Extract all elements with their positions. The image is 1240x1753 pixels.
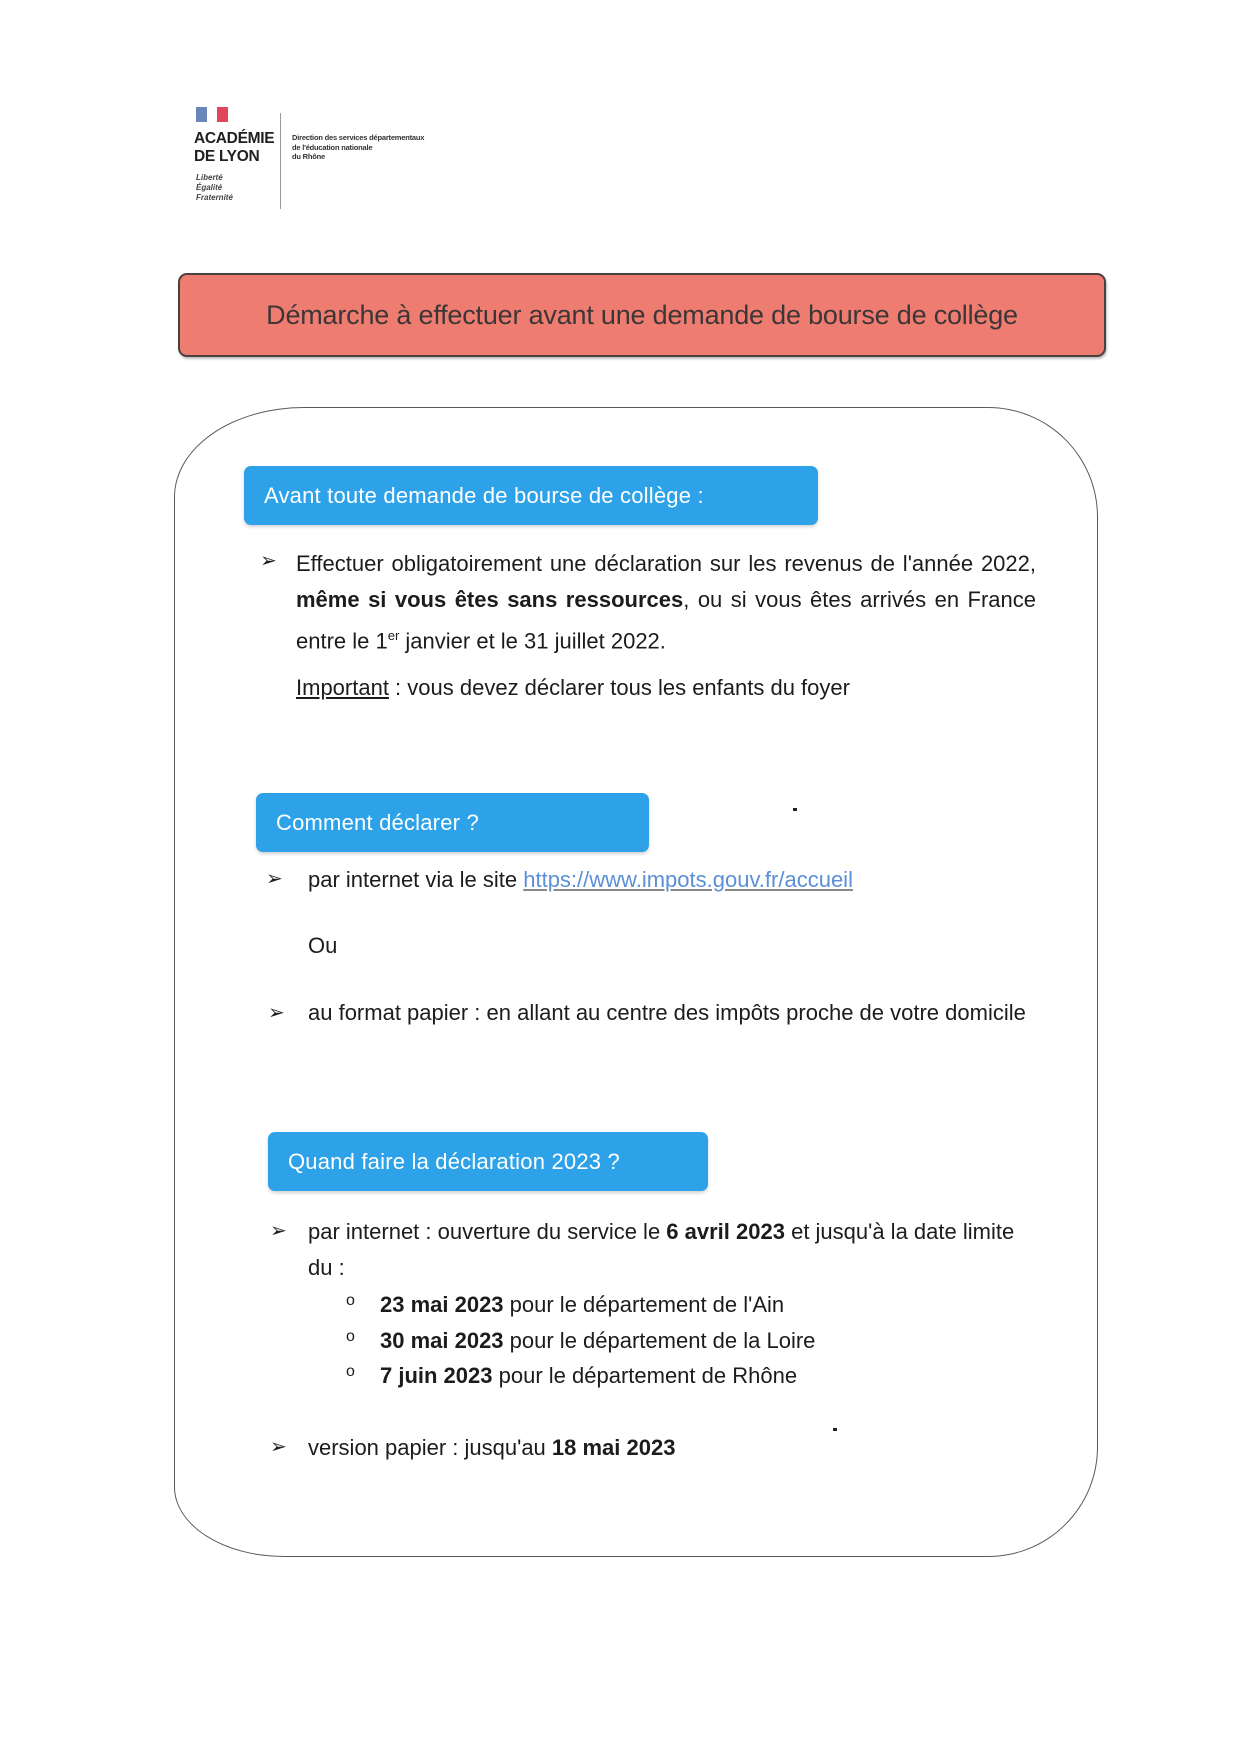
academy-name-line1: ACADÉMIE xyxy=(194,130,275,147)
direction-line: de l'éducation nationale xyxy=(292,142,373,152)
superscript: er xyxy=(387,628,400,643)
deadline-item xyxy=(380,1323,815,1359)
important-text: : vous devez déclarer tous les enfants du foyer xyxy=(388,675,850,700)
motto-liberte: Liberté xyxy=(196,173,223,182)
text-run: par internet via le site xyxy=(308,867,524,892)
section-heading-text: Avant toute demande de bourse de collège : xyxy=(264,482,704,508)
deadline-item xyxy=(380,1358,797,1394)
arrow-bullet-icon: ➢ xyxy=(270,1220,287,1242)
important-label: Important xyxy=(296,675,389,700)
scan-speck xyxy=(793,808,797,811)
direction-line: du Rhône xyxy=(292,152,325,161)
deadline-item xyxy=(380,1287,784,1323)
impots-link[interactable]: https://www.impots.gouv.fr/accueil xyxy=(523,867,853,892)
arrow-bullet-icon: ➢ xyxy=(268,1002,285,1024)
text-run: , ou si vous êtes arrivés en France entre le 1 xyxy=(296,587,1036,654)
important-note xyxy=(296,670,850,706)
arrow-bullet-icon: ➢ xyxy=(266,868,283,890)
declaration-requirement xyxy=(296,546,1036,659)
deadline-date: 23 mai 2023 xyxy=(380,1292,504,1317)
motto-fraternite: Fraternité xyxy=(196,193,233,202)
text-run: version papier : jusqu'au xyxy=(308,1435,552,1460)
circle-bullet-icon: o xyxy=(346,1292,355,1309)
direction-name xyxy=(292,133,424,162)
logo-divider xyxy=(280,113,281,209)
declare-paper-item: au format papier : en allant au centre des impôts proche de votre domicile xyxy=(308,1000,1026,1025)
flag-red-part xyxy=(217,107,228,122)
text-run-bold: 18 mai 2023 xyxy=(551,1435,676,1460)
paper-deadline-item xyxy=(308,1430,675,1466)
section-heading-before-request xyxy=(244,466,818,525)
academy-name-line2: DE LYON xyxy=(194,148,260,165)
text-run-bold: même si vous êtes sans ressources xyxy=(296,587,684,612)
text-run-bold: 6 avril 2023 xyxy=(666,1219,785,1244)
text-run: Effectuer obligatoirement une déclaration sur les revenus de l'année 2022, xyxy=(296,551,1036,576)
deadline-text: pour le département de Rhône xyxy=(492,1363,798,1388)
section-heading-text: Comment déclarer ? xyxy=(276,809,479,835)
section-heading-how-to-declare xyxy=(256,793,649,852)
online-period-item xyxy=(308,1214,1028,1286)
arrow-bullet-icon: ➢ xyxy=(270,1436,287,1458)
direction-line: Direction des services départementaux xyxy=(292,133,425,142)
text-run: et jusqu'à la date limite du : xyxy=(308,1219,1015,1280)
republic-motto xyxy=(196,173,233,203)
section-heading-text: Quand faire la déclaration 2023 ? xyxy=(288,1148,620,1174)
or-separator: Ou xyxy=(308,933,338,958)
text-run: janvier et le 31 juillet 2022. xyxy=(399,628,666,654)
french-flag-logo-icon xyxy=(196,107,230,123)
deadline-text: pour le département de la Loire xyxy=(503,1328,816,1353)
flag-blue-part xyxy=(196,107,207,122)
motto-egalite: Égalité xyxy=(196,183,223,192)
text-run: par internet : ouverture du service le xyxy=(308,1219,667,1244)
deadline-date: 7 juin 2023 xyxy=(380,1363,493,1388)
academy-name xyxy=(194,130,274,166)
circle-bullet-icon: o xyxy=(346,1363,355,1380)
circle-bullet-icon: o xyxy=(346,1328,355,1345)
title-banner xyxy=(178,273,1106,357)
deadline-date: 30 mai 2023 xyxy=(380,1328,504,1353)
declare-online-item xyxy=(308,862,853,898)
arrow-bullet-icon: ➢ xyxy=(260,550,277,572)
scan-speck xyxy=(833,1428,837,1431)
section-heading-when-to-declare xyxy=(268,1132,708,1191)
page-title: Démarche à effectuer avant une demande de bourse de collège xyxy=(266,299,1018,330)
deadline-text: pour le département de l'Ain xyxy=(503,1292,785,1317)
